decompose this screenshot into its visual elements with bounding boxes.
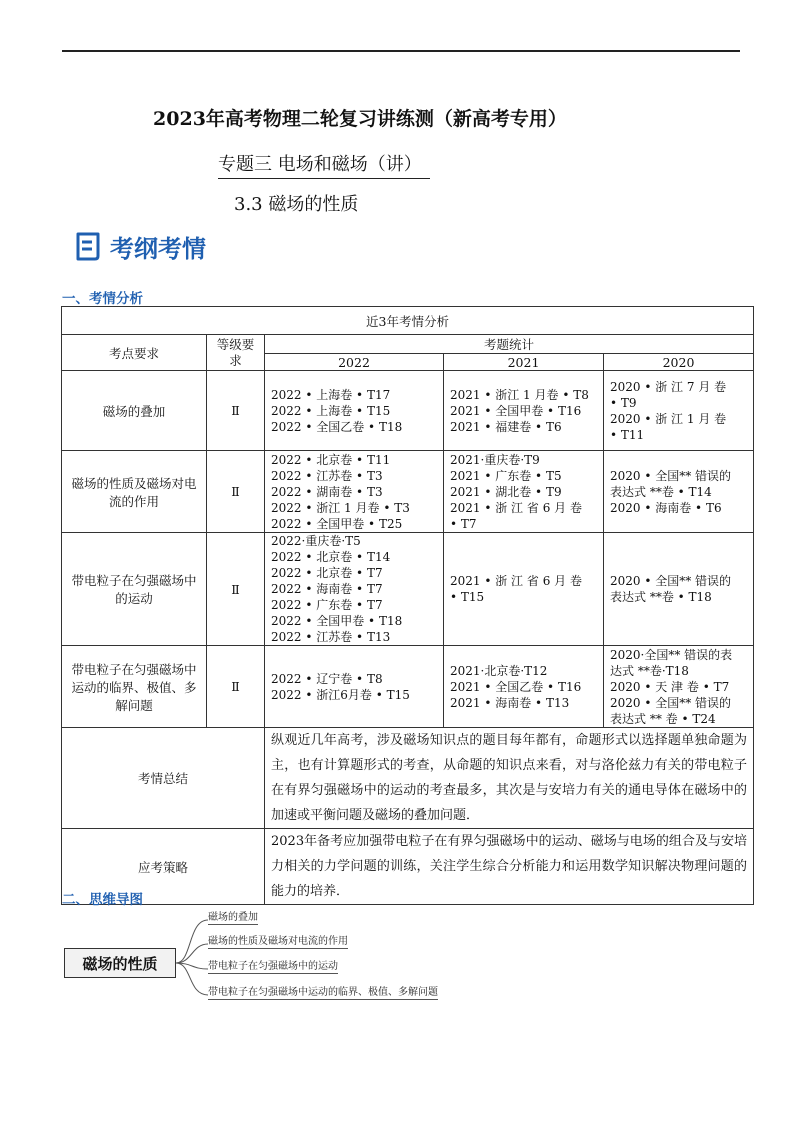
header-rule xyxy=(62,50,740,52)
table-caption: 近3年考情分析 xyxy=(62,307,754,335)
exam-reference: 2021 • 湖北卷 • T9 xyxy=(450,484,562,499)
summary-text: 纵观近几年高考，涉及磁场知识点的题目每年都有，命题形式以选择题单独命题为主，也有计算题形式的考查，从命题的知识点来看，对与洛伦兹力有关的带电粒子在有界匀强磁场中的运动的考查最多，其次是与安培力有关的通电导体在磁场中的加速或平衡问题及磁场的叠加问题． xyxy=(265,728,754,829)
row-point: 磁场的叠加 xyxy=(62,371,207,451)
row-2021 xyxy=(444,451,604,533)
mind-map-branch: 带电粒子在匀强磁场中的运动 xyxy=(208,957,338,974)
row-point: 带电粒子在匀强磁场中的运动 xyxy=(62,533,207,646)
header-point: 考点要求 xyxy=(62,335,207,371)
exam-reference: 2020 • 浙 江 7 月 卷 xyxy=(610,379,727,394)
row-level: Ⅱ xyxy=(207,451,265,533)
row-level: Ⅱ xyxy=(207,646,265,728)
exam-reference: 2022 • 全国甲卷 • T18 xyxy=(271,614,403,628)
exam-reference: 2022 • 江苏卷 • T13 xyxy=(271,630,391,644)
section-heading-mindmap: 二、思维导图 xyxy=(62,892,143,908)
exam-reference: 2020 • 全国** 错误的 xyxy=(610,468,732,483)
exam-reference: • T15 xyxy=(450,590,485,604)
exam-reference: 2022 • 全国乙卷 • T18 xyxy=(271,419,403,434)
row-2022 xyxy=(265,646,444,728)
exam-reference: • T11 xyxy=(610,427,645,442)
exam-reference: 表达式 **卷 • T14 xyxy=(610,484,712,499)
exam-reference: 2021 • 福建卷 • T6 xyxy=(450,419,562,434)
exam-reference: 2020 • 天 津 卷 • T7 xyxy=(610,679,730,694)
list-doc-icon xyxy=(72,230,104,262)
strategy-label: 应考策略 xyxy=(62,829,265,905)
section-heading-analysis: 一、考情分析 xyxy=(62,291,143,307)
exam-reference: 达式 **卷·T18 xyxy=(610,663,689,678)
exam-reference: 2022·重庆卷·T5 xyxy=(271,534,361,548)
table-row xyxy=(62,533,754,646)
exam-reference: 表达式 **卷 • T18 xyxy=(610,590,712,604)
document-title: 2023年高考物理二轮复习讲练测（新高考专用） xyxy=(153,108,567,130)
row-2020 xyxy=(604,533,754,646)
mind-map xyxy=(60,906,480,1016)
document-subtitle: 专题三 电场和磁场（讲） xyxy=(218,150,430,179)
exam-reference: 2022 • 浙江 1 月卷 • T3 xyxy=(271,500,410,515)
row-2021 xyxy=(444,646,604,728)
exam-reference: 2020 • 全国** 错误的 xyxy=(610,695,732,710)
exam-reference: 2022 • 浙江6月卷 • T15 xyxy=(271,687,410,702)
mind-map-branch: 磁场的叠加 xyxy=(208,908,258,925)
row-2020 xyxy=(604,371,754,451)
row-2020 xyxy=(604,646,754,728)
mind-map-branch: 带电粒子在匀强磁场中运动的临界、极值、多解问题 xyxy=(208,983,438,1000)
row-2022 xyxy=(265,451,444,533)
exam-reference: 2022 • 广东卷 • T7 xyxy=(271,598,383,612)
row-point: 带电粒子在匀强磁场中运动的临界、极值、多解问题 xyxy=(62,646,207,728)
exam-reference: 2021 • 浙 江 省 6 月 卷 xyxy=(450,574,582,588)
exam-reference: 2021 • 全国乙卷 • T16 xyxy=(450,679,582,694)
header-year-2021: 2021 xyxy=(444,354,604,371)
row-level: Ⅱ xyxy=(207,533,265,646)
exam-reference: 2021 • 浙 江 省 6 月 卷 xyxy=(450,500,582,515)
table-row xyxy=(62,371,754,451)
row-point: 磁场的性质及磁场对电流的作用 xyxy=(62,451,207,533)
exam-reference: • T7 xyxy=(450,516,477,531)
table-row xyxy=(62,451,754,533)
exam-reference: 2022 • 全国甲卷 • T25 xyxy=(271,516,403,531)
strategy-text: 2023年备考应加强带电粒子在有界匀强磁场中的运动、磁场与电场的组合及与安培力相关的力学问题的训练，关注学生综合分析能力和运用数学知识解决物理问题的能力的培养． xyxy=(265,829,754,905)
exam-reference: • T9 xyxy=(610,395,637,410)
exam-reference: 2020 • 浙 江 1 月 卷 xyxy=(610,411,727,426)
exam-reference: 2021 • 海南卷 • T13 xyxy=(450,695,570,710)
exam-reference: 2021 • 浙江 1 月卷 • T8 xyxy=(450,387,589,402)
exam-reference: 2022 • 上海卷 • T15 xyxy=(271,403,391,418)
exam-reference: 2020·全国** 错误的表 xyxy=(610,647,733,662)
exam-reference: 2022 • 江苏卷 • T3 xyxy=(271,468,383,483)
section-title: 3.3 磁场的性质 xyxy=(234,194,359,215)
mind-map-root: 磁场的性质 xyxy=(64,948,176,978)
exam-reference: 2022 • 辽宁卷 • T8 xyxy=(271,671,383,686)
exam-analysis-table xyxy=(61,306,754,905)
row-2020 xyxy=(604,451,754,533)
exam-reference: 2022 • 湖南卷 • T3 xyxy=(271,484,383,499)
exam-reference: 2022 • 北京卷 • T14 xyxy=(271,550,391,564)
exam-reference: 2021 • 全国甲卷 • T16 xyxy=(450,403,582,418)
header-stats: 考题统计 xyxy=(265,335,754,354)
exam-reference: 2021 • 广东卷 • T5 xyxy=(450,468,562,483)
table-row xyxy=(62,646,754,728)
outline-banner xyxy=(72,228,206,264)
mind-map-branch: 磁场的性质及磁场对电流的作用 xyxy=(208,932,348,949)
exam-reference: 表达式 ** 卷 • T24 xyxy=(610,711,716,726)
exam-reference: 2020 • 海南卷 • T6 xyxy=(610,500,722,515)
exam-reference: 2020 • 全国** 错误的 xyxy=(610,574,732,588)
exam-reference: 2022 • 上海卷 • T17 xyxy=(271,387,391,402)
exam-reference: 2021·北京卷·T12 xyxy=(450,663,548,678)
summary-label: 考情总结 xyxy=(62,728,265,829)
exam-reference: 2022 • 北京卷 • T7 xyxy=(271,566,383,580)
header-year-2020: 2020 xyxy=(604,354,754,371)
banner-label: 考纲考情 xyxy=(110,234,206,263)
row-level: Ⅱ xyxy=(207,371,265,451)
row-2022 xyxy=(265,371,444,451)
row-2021 xyxy=(444,371,604,451)
exam-reference: 2021·重庆卷·T9 xyxy=(450,452,540,467)
row-2022 xyxy=(265,533,444,646)
exam-reference: 2022 • 北京卷 • T11 xyxy=(271,452,391,467)
header-year-2022: 2022 xyxy=(265,354,444,371)
header-level: 等级要求 xyxy=(207,335,265,371)
exam-reference: 2022 • 海南卷 • T7 xyxy=(271,582,383,596)
row-2021 xyxy=(444,533,604,646)
